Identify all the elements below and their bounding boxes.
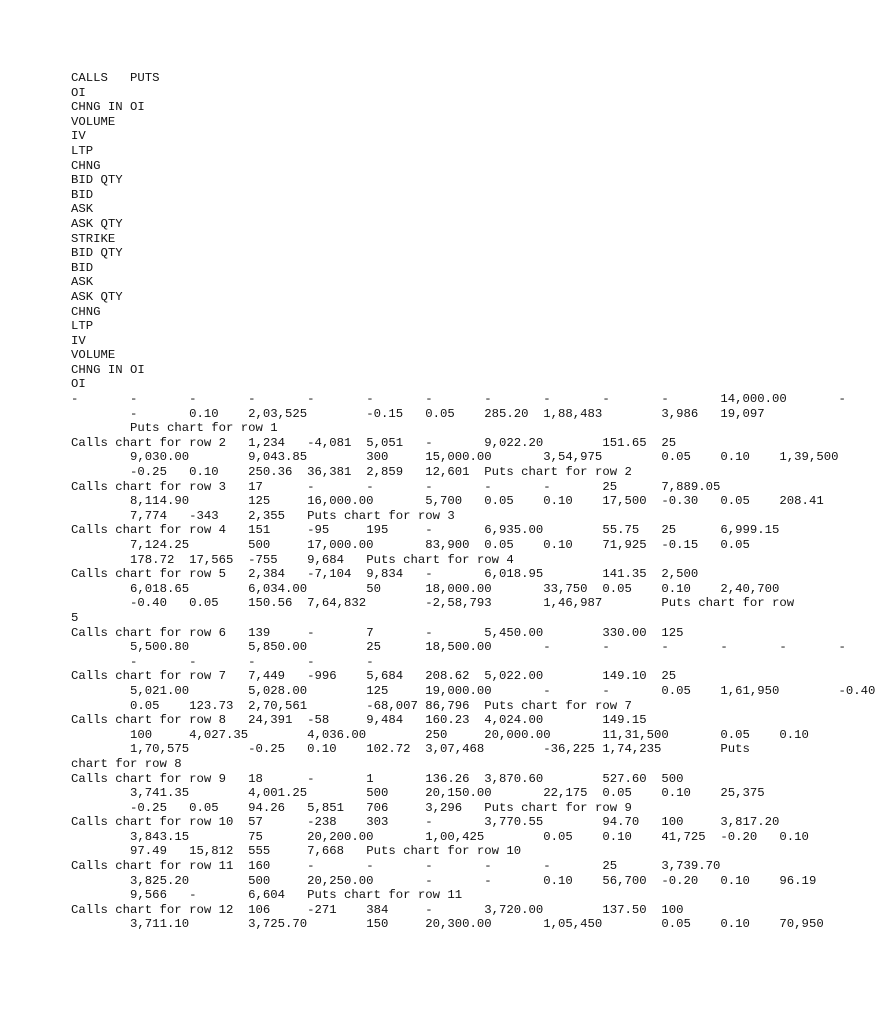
column-header: BID [71, 187, 94, 202]
column-header: CHNG [71, 304, 101, 319]
column-header: ASK [71, 275, 94, 290]
data-line: chart for row 8 [71, 756, 182, 771]
column-header: ASK [71, 202, 94, 217]
data-line: 100 4,027.35 4,036.00 250 20,000.00 11,31,500 0.05 0.10 [71, 727, 809, 742]
column-header: CHNG IN OI [71, 100, 145, 115]
data-line: 0.05 123.73 2,70,561 -68,007 86,796 Puts chart for row 7 [71, 698, 632, 713]
data-line: 97.49 15,812 555 7,668 Puts chart for row 10 [71, 844, 522, 859]
column-header: BID [71, 260, 94, 275]
data-line: Calls chart for row 6 139 - 7 - 5,450.00 330.00 125 [71, 625, 684, 640]
data-line: 9,030.00 9,043.85 300 15,000.00 3,54,975 0.05 0.10 1,39,500 [71, 450, 839, 465]
column-header: CHNG IN OI [71, 362, 145, 377]
column-header: BID QTY [71, 173, 123, 188]
column-header: VOLUME [71, 114, 116, 129]
column-header: LTP [71, 319, 94, 334]
data-line: 5,500.80 5,850.00 25 18,500.00 - - - - - - [71, 640, 846, 655]
data-line: Calls chart for row 2 1,234 -4,081 5,051 - 9,022.20 151.65 25 [71, 435, 677, 450]
data-line: 6,018.65 6,034.00 50 18,000.00 33,750 0.05 0.10 2,40,700 [71, 581, 780, 596]
data-line: Calls chart for row 10 57 -238 303 - 3,770.55 94.70 100 3,817.20 [71, 815, 780, 830]
data-line: -0.25 0.10 250.36 36,381 2,859 12,601 Puts chart for row 2 [71, 465, 632, 480]
data-line: Calls chart for row 9 18 - 1 136.26 3,870.60 527.60 500 [71, 771, 684, 786]
data-line: 3,711.10 3,725.70 150 20,300.00 1,05,450 0.05 0.10 70,950 [71, 917, 824, 932]
data-line: 178.72 17,565 -755 9,684 Puts chart for row 4 [71, 552, 514, 567]
data-line: - - - - - - - - - - - 14,000.00 - [71, 392, 846, 407]
data-line: 5 [71, 610, 79, 625]
column-header: VOLUME [71, 348, 116, 363]
data-line: 3,843.15 75 20,200.00 1,00,425 0.05 0.10 41,725 -0.20 0.10 [71, 829, 809, 844]
data-line: Calls chart for row 8 24,391 -58 9,484 160.23 4,024.00 149.15 [71, 713, 647, 728]
data-line: Calls chart for row 4 151 -95 195 - 6,935.00 55.75 25 6,999.15 [71, 523, 780, 538]
column-header: BID QTY [71, 246, 123, 261]
header-calls-puts: CALLS PUTS [71, 71, 160, 85]
data-line: 5,021.00 5,028.00 125 19,000.00 - - 0.05 1,61,950 -0.40 [71, 683, 875, 698]
data-line: - - - - - [71, 654, 374, 669]
data-line: Calls chart for row 7 7,449 -996 5,684 208.62 5,022.00 149.10 25 [71, 669, 677, 684]
data-line: 3,741.35 4,001.25 500 20,150.00 22,175 0.05 0.10 25,375 [71, 786, 765, 801]
column-header: CHNG [71, 158, 101, 173]
option-chain-text [71, 71, 875, 932]
column-header: OI [71, 377, 86, 392]
data-line: 3,825.20 500 20,250.00 - - 0.10 56,700 -0.20 0.10 96.19 [71, 873, 817, 888]
data-line: 7,774 -343 2,355 Puts chart for row 3 [71, 508, 455, 523]
column-header: ASK QTY [71, 289, 123, 304]
data-line: 1,70,575 -0.25 0.10 102.72 3,07,468 -36,225 1,74,235 Puts [71, 742, 750, 757]
data-line: -0.25 0.05 94.26 5,851 706 3,296 Puts chart for row 9 [71, 800, 632, 815]
data-line: Calls chart for row 11 160 - - - - - 25 3,739.70 [71, 859, 721, 874]
data-line: Calls chart for row 12 106 -271 384 - 3,720.00 137.50 100 [71, 902, 684, 917]
column-header: IV [71, 333, 86, 348]
column-header: ASK QTY [71, 216, 123, 231]
column-header: LTP [71, 143, 94, 158]
data-line: Puts chart for row 1 [71, 421, 278, 436]
data-line: -0.40 0.05 150.56 7,64,832 -2,58,793 1,46,987 Puts chart for row [71, 596, 795, 611]
column-header: STRIKE [71, 231, 116, 246]
data-line: 8,114.90 125 16,000.00 5,700 0.05 0.10 17,500 -0.30 0.05 208.41 [71, 494, 824, 509]
data-line: - 0.10 2,03,525 -0.15 0.05 285.20 1,88,483 3,986 19,097 [71, 406, 765, 421]
data-line: Calls chart for row 5 2,384 -7,104 9,834 - 6,018.95 141.35 2,500 [71, 567, 699, 582]
column-header: IV [71, 129, 86, 144]
data-line: Calls chart for row 3 17 - - - - - 25 7,889.05 [71, 479, 721, 494]
column-header: OI [71, 85, 86, 100]
data-line: 9,566 - 6,604 Puts chart for row 11 [71, 888, 463, 903]
data-line: 7,124.25 500 17,000.00 83,900 0.05 0.10 71,925 -0.15 0.05 [71, 538, 750, 552]
